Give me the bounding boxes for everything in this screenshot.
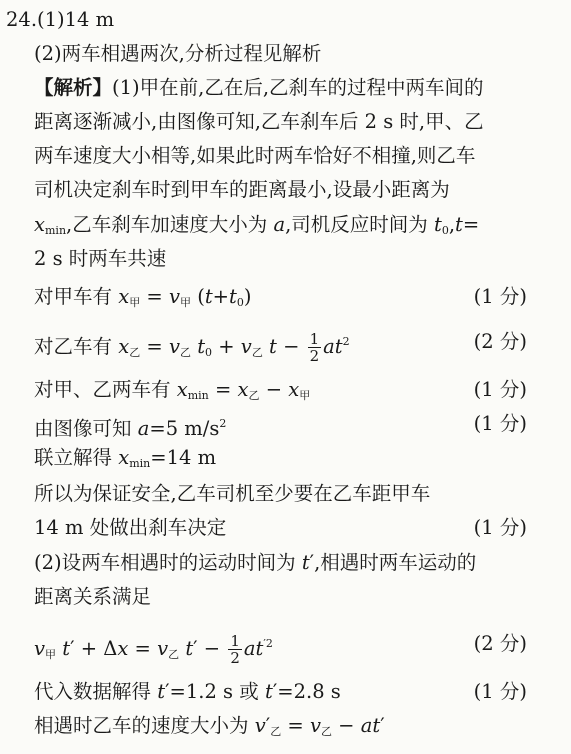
conclusion-text-2: 14 m 处做出刹车决定 <box>34 516 227 539</box>
analysis-text-6: 2 s 时两车共速 <box>34 247 167 270</box>
substitute-value-2: =2.8 s <box>277 680 341 703</box>
analysis-text-3: 两车速度大小相等,如果此时两车恰好不相撞,则乙车 <box>34 144 476 167</box>
part2-line-2 <box>34 585 571 609</box>
conclusion-text-1: 所以为保证安全,乙车司机至少要在乙车距甲车 <box>34 482 431 505</box>
score-mark: (1 分) <box>473 680 527 703</box>
equation-graph-label: 由图像可知 <box>34 417 132 440</box>
part2-text-1b: ,相遇时两车运动的 <box>314 551 477 574</box>
score-mark: (1 分) <box>473 516 527 539</box>
answer-2-line <box>34 42 571 66</box>
analysis-tag: 【解析】 <box>34 76 113 99</box>
question-number: 24. <box>6 8 38 31</box>
substitute-label: 代入数据解得 <box>34 680 152 703</box>
answer-2: (2)两车相遇两次,分析过程见解析 <box>34 42 322 65</box>
equation-graph-value: =5 m/s <box>149 417 220 440</box>
analysis-text-5b: ,司机反应时间为 <box>285 213 428 236</box>
equation-substitute: 代入数据解得 t′=1.2 s 或 t′=2.8 s (1 分) <box>34 680 527 703</box>
equation-graph: 由图像可知 a=5 $m/s^2$ (1 分) <box>34 412 527 440</box>
part2-text-2: 距离关系满足 <box>34 585 152 608</box>
equation-both: 对甲、乙两车有 $x_{min} = x_乙 - x_甲$ (1 分) <box>34 378 527 402</box>
score-mark: (1 分) <box>473 412 527 435</box>
score-mark: (2 分) <box>473 330 527 353</box>
final-line: 相遇时乙车的速度大小为 $v'_乙 = v_乙 - at'$ <box>34 714 385 738</box>
part2-text-1a: (2)设两车相遇时的运动时间为 <box>34 551 296 574</box>
conclusion-line-2 <box>34 516 571 540</box>
analysis-text-5a: ,乙车刹车加速度大小为 <box>66 213 268 236</box>
answer-1-line <box>6 8 571 32</box>
score-mark: (2 分) <box>473 632 527 655</box>
score-mark: (1 分) <box>473 285 527 308</box>
substitute-value-1: =1.2 s 或 <box>169 680 259 703</box>
equation-jia-label: 对甲车有 <box>34 285 113 308</box>
answer-1: (1)14 m <box>37 8 115 31</box>
analysis-text-4: 司机决定刹车时到甲车的距离最小,设最小距离为 <box>34 178 450 201</box>
equation-solve-value: =14 m <box>150 446 217 469</box>
analysis-line-2 <box>34 110 571 134</box>
equation-both-label: 对甲、乙两车有 <box>34 378 171 401</box>
analysis-line-6 <box>34 247 571 271</box>
part2-line-1: (2)设两车相遇时的运动时间为 t′,相遇时两车运动的 <box>34 551 477 574</box>
analysis-line-1 <box>34 76 571 100</box>
analysis-line-4 <box>34 178 571 202</box>
equation-solve: 联立解得 $x_{min}=14$ m <box>34 446 217 470</box>
final-text: 相遇时乙车的速度大小为 <box>34 714 249 737</box>
score-mark: (1 分) <box>473 378 527 401</box>
conclusion-line-1 <box>34 482 571 506</box>
analysis-line-3 <box>34 144 571 168</box>
analysis-text-1: (1)甲在前,乙在后,乙刹车的过程中两车间的 <box>112 76 484 99</box>
equation-meet: $v_甲$ $t' + \Delta x = v_乙$ t′ − $\frac{1}{2}$ $at^{'2}$ (2 分) <box>34 632 527 667</box>
equation-jia: 对甲车有 $x_甲 = v_甲$ $(t+t_0)$ (1 分) <box>34 285 527 309</box>
equation-yi: 对乙车有 $x_乙 = v_乙$ $t_0 + v_乙$ t − $\frac{1}{2}$ $at^2$ (2 分) <box>34 330 527 365</box>
equation-yi-label: 对乙车有 <box>34 335 113 358</box>
analysis-text-2: 距离逐渐减小,由图像可知,乙车刹车后 2 s 时,甲、乙 <box>34 110 484 133</box>
analysis-line-5: $x_{min}$,乙车刹车加速度大小为 a,司机反应时间为 $t_0,t=$ <box>34 213 480 237</box>
equation-solve-label: 联立解得 <box>34 446 113 469</box>
